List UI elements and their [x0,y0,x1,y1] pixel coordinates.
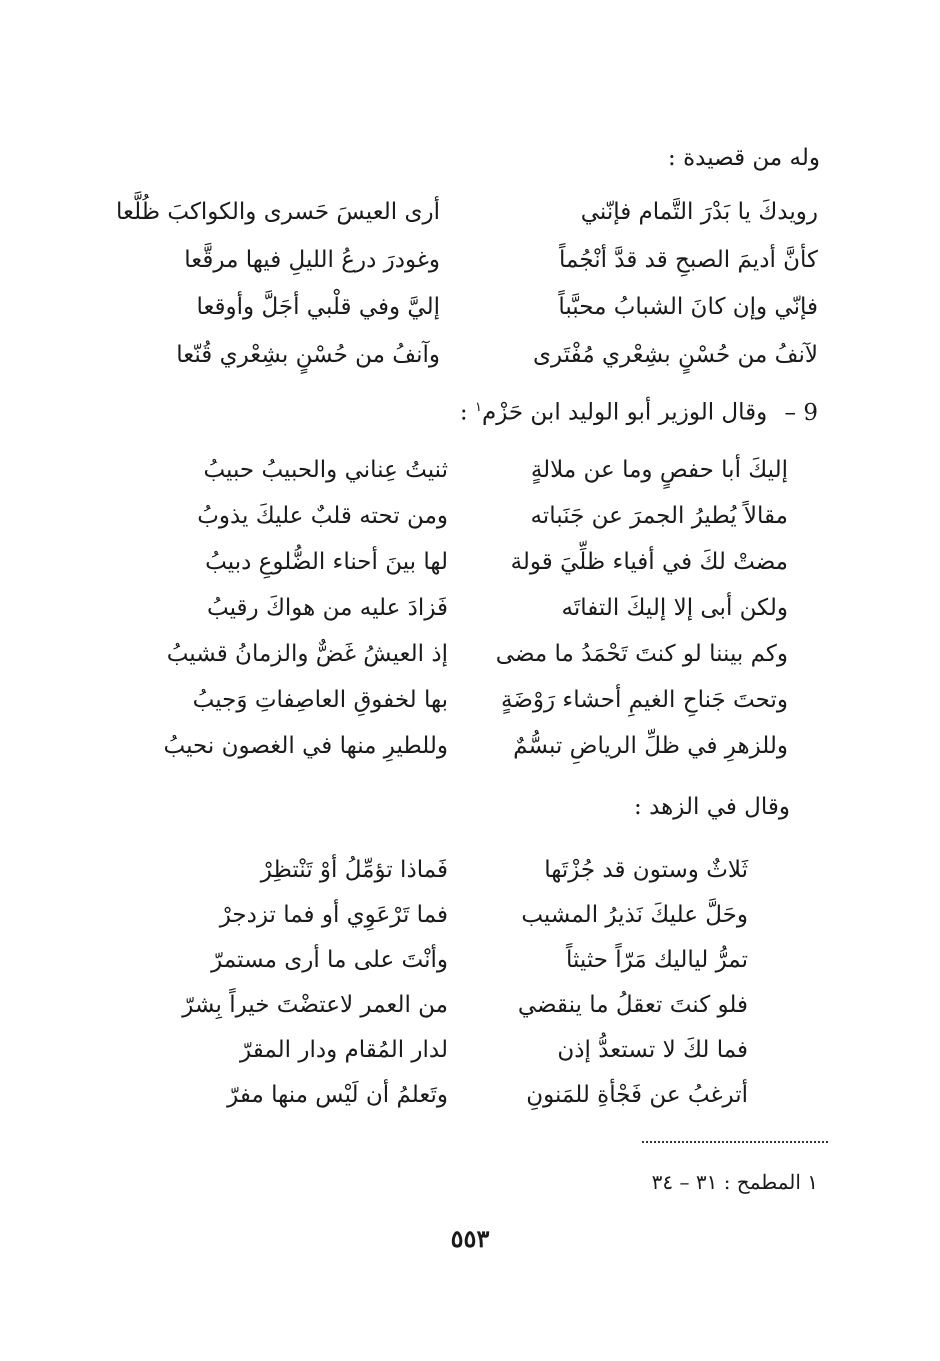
verse-first-hemistich: فإنّي وإن كانَ الشبابُ محبَّباً [558,294,818,320]
verse-line [0,895,940,941]
verse-first-hemistich: تمرُّ لياليك مَرّاً حثيثاً [565,947,748,973]
verse-second-hemistich: إذ العيشُ غَضٌّ والزمانُ قشيبُ [166,641,448,667]
verse-second-hemistich: وأنْتَ على ما أرى مستمرّ [211,947,448,973]
verse-line [0,287,940,333]
verse-first-hemistich: إليكَ أبا حفصٍ وما عن ملالةٍ [530,457,788,483]
verse-line [0,985,940,1031]
verse-first-hemistich: لآنفُ من حُسْنٍ بشِعْري مُفْتَرى [533,342,818,368]
verse-line [0,192,940,238]
verse-second-hemistich: لها بينَ أحناء الضُّلوعِ دبيبُ [205,549,448,575]
verse-first-hemistich: ولكن أبى إلا إليكَ التفاتَه [561,595,788,621]
poem-heading-2 [460,393,818,428]
footnote-marker: ١ [474,400,482,415]
verse-second-hemistich: وآنفُ من حُسْنٍ بشِعْري قُنّعا [176,342,440,368]
verse-second-hemistich: من العمر لاعتضْتَ خيراً بِشرّ [182,992,448,1018]
verse-second-hemistich: لدار المُقام ودار المقرّ [240,1037,448,1063]
verse-second-hemistich: فما تَرْعَوِي أو فما تزدجرْ [219,902,448,928]
verse-first-hemistich: وتحتَ جَناحِ الغيمِ أحشاء رَوْضَةٍ [501,687,788,713]
verse-first-hemistich: فما لكَ لا تستعدُّ إذن [557,1037,748,1063]
page-number: ٥٥٣ [450,1224,490,1253]
verse-first-hemistich: فلو كنتَ تعقلُ ما ينقضي [517,992,748,1018]
verse-first-hemistich: وكم بيننا لو كنتَ تَحْمَدُ ما مضى [495,641,788,667]
verse-line [0,240,940,286]
verse-line [0,634,940,680]
verse-second-hemistich: بها لخفوقِ العاصِفاتِ وَجيبُ [192,687,448,713]
verse-first-hemistich: مقالاً يُطيرُ الجمرَ عن جَنَباته [530,503,788,529]
verse-line [0,850,940,896]
verse-second-hemistich: وتَعلمُ أن لَيْس منها مفرّ [227,1082,448,1108]
verse-line [0,1075,940,1121]
verse-first-hemistich: وحَلَّ عليكَ نَذيرُ المشيب [521,902,748,928]
verse-second-hemistich: وللطيرِ منها في الغصون نحيبُ [163,733,448,759]
poem-heading-3: وقال في الزهد : [634,794,790,820]
verse-line [0,335,940,381]
verse-second-hemistich: ثنيتُ عِناني والحبيبُ حبيبُ [203,457,448,483]
verse-second-hemistich: ومن تحته قلبٌ عليكَ يذوبُ [197,503,448,529]
verse-first-hemistich: كأنَّ أديمَ الصبحِ قد قدَّ أنْجُماً [559,247,818,273]
verse-first-hemistich: أترغبُ عن فَجْأةِ للمَنونِ [526,1082,748,1108]
verse-line [0,450,940,496]
heading-colon: : [459,399,475,426]
verse-second-hemistich: فَزادَ عليه من هواكَ رقيبُ [207,595,448,621]
verse-line [0,726,940,772]
verse-first-hemistich: وللزهرِ في ظلِّ الرياضِ تبسُّمٌ [513,733,788,759]
verse-line [0,940,940,986]
verse-line [0,1030,940,1076]
footnote: ١ المطمح : ٣١ – ٣٤ [651,1170,818,1194]
verse-first-hemistich: ثَلاثٌ وستون قد جُزْتَها [544,857,748,883]
verse-second-hemistich: فَماذا تؤمِّلُ أوْ تَنْتظِرْ [260,857,448,883]
heading-text: وقال الوزير أبو الوليد ابن حَزْم [481,399,768,426]
verse-line [0,680,940,726]
section-number: 9 – [784,399,818,426]
verse-second-hemistich: أرى العيسَ حَسرى والكواكبَ ظُلَّعا [116,199,440,225]
poem-heading-1: وله من قصيدة : [668,145,820,171]
verse-second-hemistich: إليَّ وفي قلْبي أجَلَّ وأوقعا [196,294,440,320]
verse-line [0,496,940,542]
verse-first-hemistich: رويدكَ يا بَدْرَ التَّمام فإنّني [580,199,818,225]
verse-line [0,542,940,588]
footnote-divider [642,1141,828,1143]
verse-line [0,588,940,634]
verse-second-hemistich: وغودرَ درعُ الليلِ فيها مرقَّعا [184,247,440,273]
verse-first-hemistich: مضتْ لكَ في أفياء ظلِّيَ قولة [510,549,788,575]
